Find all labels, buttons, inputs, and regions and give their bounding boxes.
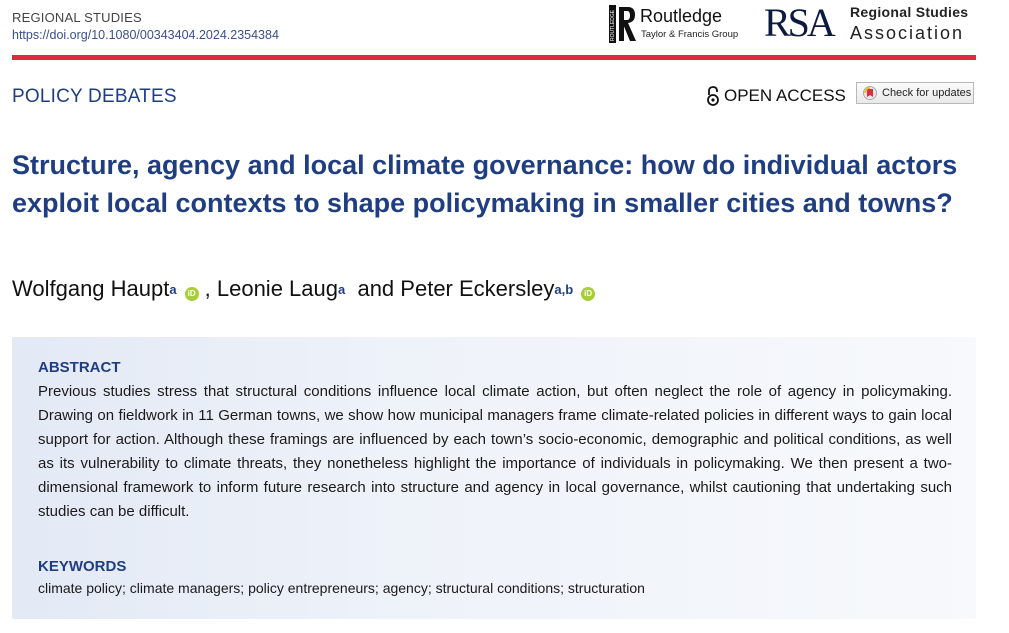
routledge-mark-icon	[609, 5, 637, 43]
rsa-logo	[764, 2, 979, 46]
check-for-updates-button[interactable]	[856, 82, 974, 104]
header-rule	[12, 55, 976, 60]
author-name[interactable]: Leonie Laug	[216, 276, 338, 301]
publisher-name: Routledge	[640, 6, 723, 26]
keywords-heading: KEYWORDS	[38, 558, 127, 575]
open-lock-icon	[706, 86, 720, 106]
check-updates-icon	[863, 86, 877, 100]
rsa-letters: RSA	[764, 0, 833, 45]
open-access-badge	[706, 86, 846, 106]
orcid-icon[interactable]: iD	[185, 287, 199, 301]
author-name[interactable]: Wolfgang Haupt	[12, 276, 170, 301]
routledge-logo	[609, 5, 749, 45]
open-access-label: OPEN ACCESS	[724, 86, 846, 105]
section-label: POLICY DEBATES	[12, 86, 177, 107]
keywords-text: climate policy; climate managers; policy entrepreneurs; agency; structural conditions; structuration	[38, 580, 645, 596]
orcid-icon[interactable]: iD	[581, 287, 595, 301]
author-affiliation[interactable]: a,b	[554, 282, 574, 297]
abstract-heading: ABSTRACT	[38, 359, 121, 376]
society-name-line1: Regional Studies	[850, 4, 969, 20]
journal-name: REGIONAL STUDIES	[12, 10, 142, 25]
doi-link[interactable]: https://doi.org/10.1080/00343404.2024.2354384	[12, 28, 279, 42]
author-separator: ,	[204, 276, 211, 301]
svg-text:ROUTLEDGE: ROUTLEDGE	[610, 9, 617, 41]
author-affiliation[interactable]: a	[169, 282, 177, 297]
check-updates-label: Check for updates	[882, 87, 972, 99]
abstract-text: Previous studies stress that structural conditions influence local climate action, but often neglect the role of agency in policymaking. Drawing on fieldwork in 11 German towns, we show how municipal managers frame climate-related policies in different ways to gain local support for action. Although these framings are influenced by each town’s socio-economic, demographic and political conditions, as well as its vulnerability to climate threats, they nonetheless highlight the importance of individuals in policymaking. We then present a two-dimensional framework to inform future research into structure and agency in local governance, whilst cautioning that undertaking such studies can be difficult.	[38, 383, 952, 520]
author-list	[12, 276, 601, 302]
author-affiliation[interactable]: a	[337, 282, 346, 297]
society-name-line2: Association	[850, 23, 965, 43]
author-name[interactable]: Peter Eckersley	[400, 276, 555, 301]
publisher-subtitle: Taylor & Francis Group	[641, 29, 739, 40]
author-separator: and	[357, 276, 395, 301]
article-title: Structure, agency and local climate governance: how do individual actors exploit local contexts to shape policymaking in smaller cities and towns?	[12, 150, 958, 218]
